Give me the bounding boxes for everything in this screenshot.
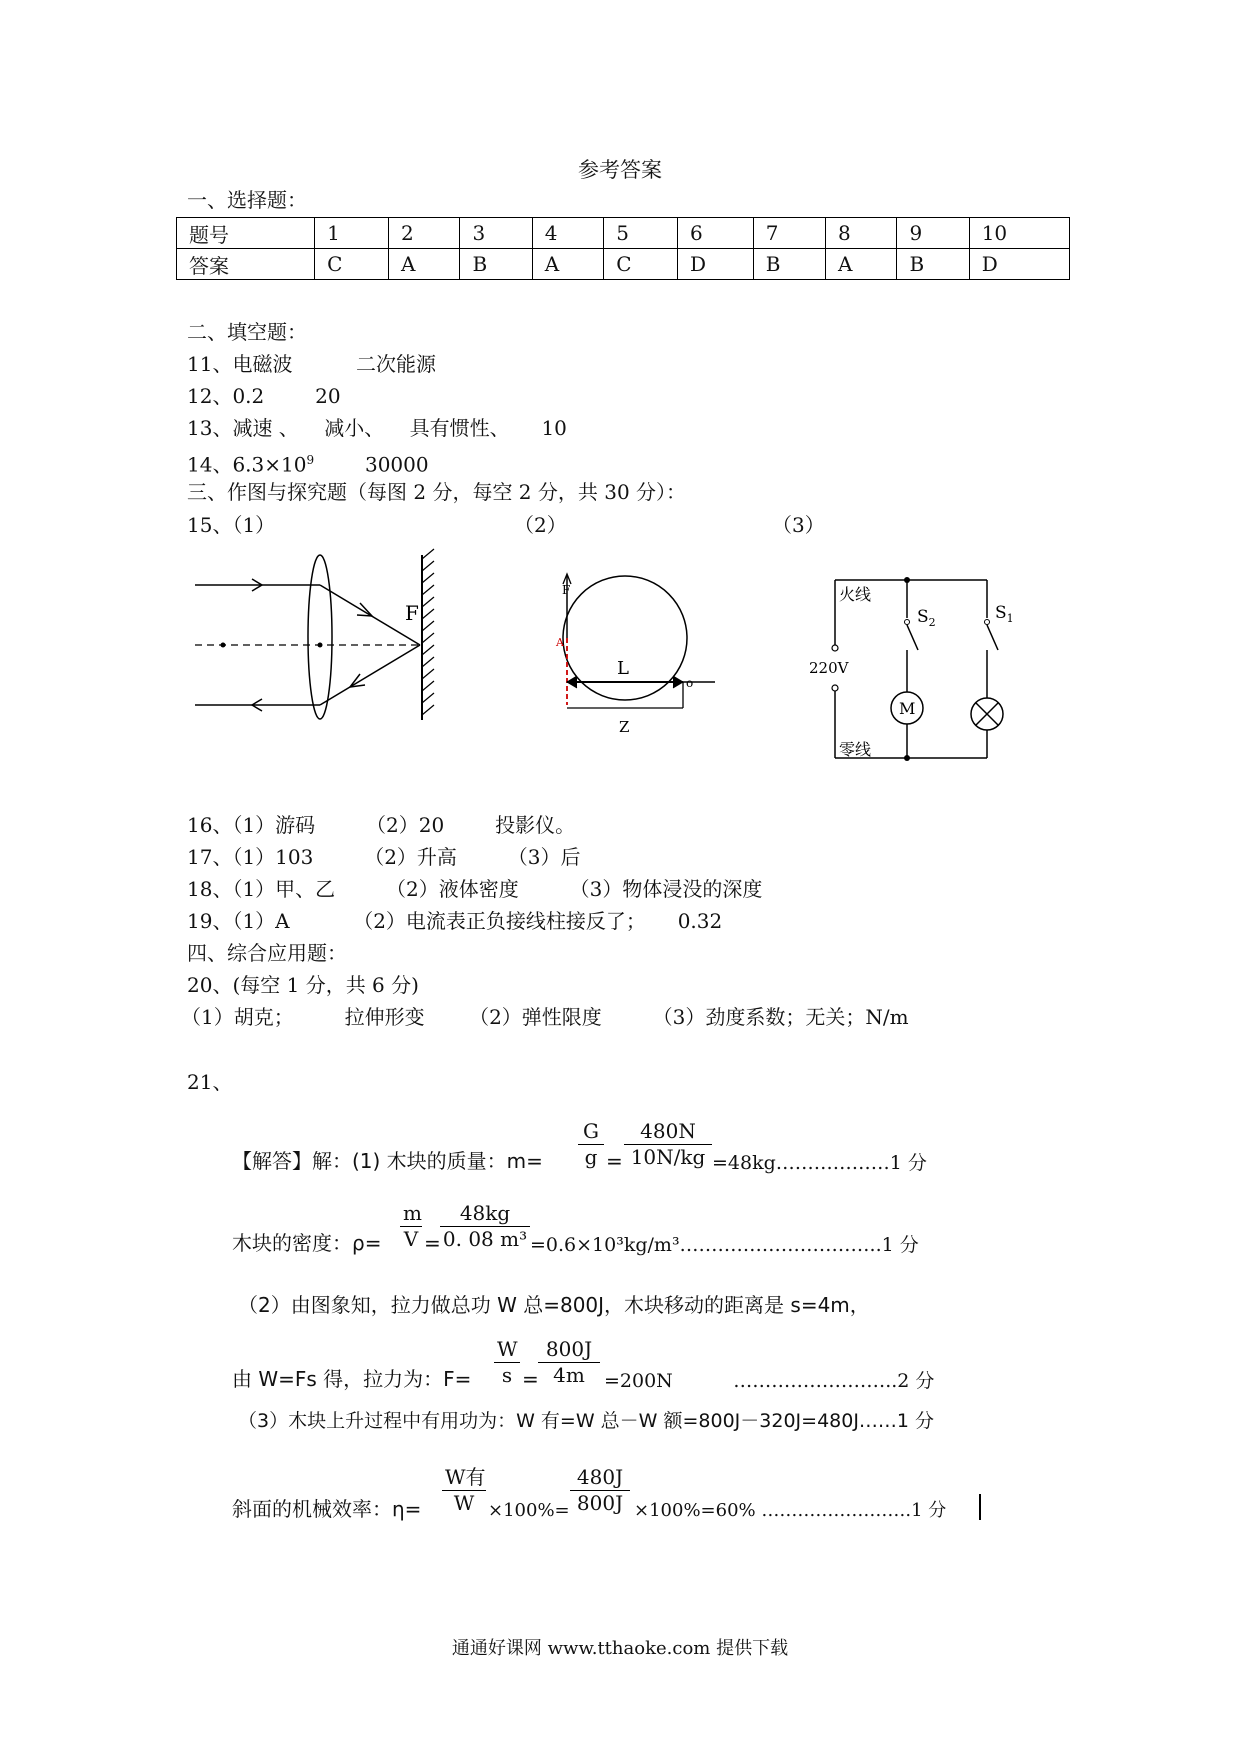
page-footer: 通通好课网 www.tthaoke.com 提供下载 <box>451 1638 789 1659</box>
table-cell: 1 <box>315 218 389 249</box>
fraction-denominator: 4m <box>553 1363 585 1387</box>
answer-q20: （1）胡克； 拉伸形变 （2）弹性限度 （3）劲度系数；无关；N/m <box>181 1005 909 1029</box>
solution-line-2-prefix: 木块的密度：ρ= <box>232 1231 382 1255</box>
fraction-useful-over-total-work <box>442 1464 486 1515</box>
answer-table <box>176 217 1070 280</box>
solution-line-4-prefix: 由 W=Fs 得，拉力为：F= <box>232 1367 472 1391</box>
lever-arm-label: L <box>617 658 629 679</box>
neutral-wire-label: 零线 <box>839 740 872 759</box>
table-cell: 7 <box>753 218 825 249</box>
table-header-cell: 答案 <box>177 249 315 280</box>
table-header-cell: 题号 <box>177 218 315 249</box>
section-heading-application: 四、综合应用题： <box>187 941 347 965</box>
page-title: 参考答案 <box>578 158 662 182</box>
solution-line-1-prefix: 【解答】解：(1) 木块的质量：m= <box>232 1149 543 1173</box>
fraction-numerator: W <box>494 1336 520 1363</box>
table-cell: A <box>388 249 460 280</box>
equals-sign: = <box>522 1367 539 1391</box>
fraction-w-over-s <box>494 1336 520 1387</box>
answer-q12: 12、0.2 20 <box>187 384 341 408</box>
live-wire-label: 火线 <box>839 585 872 604</box>
solution-line-6-result: ×100%=60% …………………….1 分 <box>634 1500 947 1521</box>
answer-q19: 19、（1）A （2）电流表正负接线柱接反了； 0.32 <box>187 909 723 933</box>
q15-part3-label: （3） <box>772 513 825 537</box>
fraction-480n-over-10nkg <box>624 1118 712 1169</box>
fraction-numerator: 480J <box>570 1464 630 1491</box>
fraction-800j-over-4m <box>538 1336 600 1387</box>
fraction-denominator: 800J <box>576 1491 624 1515</box>
fraction-numerator: G <box>578 1118 604 1145</box>
fraction-48kg-over-volume <box>440 1200 530 1251</box>
fraction-numerator: 480N <box>624 1118 712 1145</box>
answer-q17: 17、（1）103 （2）升高 （3）后 <box>187 845 581 869</box>
lens-diagram <box>190 545 450 730</box>
equals-sign: = <box>424 1231 441 1255</box>
q14-prefix: 14、6.3×10 <box>187 452 307 477</box>
solution-line-1-result: =48kg………………1 分 <box>712 1152 927 1174</box>
section-heading-choice: 一、选择题： <box>187 188 307 212</box>
point-a-label: A <box>556 636 564 649</box>
section-heading-fill: 二、填空题： <box>187 320 307 344</box>
solution-line-6-mid: ×100%= <box>488 1500 570 1521</box>
fraction-m-over-v <box>400 1200 422 1251</box>
table-cell: D <box>678 249 754 280</box>
switch-s1-label: $S_1$ <box>995 603 1014 625</box>
answer-q14 <box>187 447 429 478</box>
lever-diagram <box>555 570 725 740</box>
table-cell: C <box>315 249 389 280</box>
solution-line-4-result: =200N ……………………..2 分 <box>604 1370 935 1392</box>
pivot-label: o <box>686 676 694 690</box>
fraction-numerator: 48kg <box>440 1200 530 1227</box>
fraction-denominator: 0. 08 m³ <box>442 1227 528 1251</box>
focus-label: F <box>405 601 419 625</box>
q15-part1-label: 15、（1） <box>187 513 276 537</box>
table-cell: B <box>460 249 532 280</box>
answer-q18: 18、（1）甲、乙 （2）液体密度 （3）物体浸没的深度 <box>187 877 763 901</box>
table-cell: 10 <box>969 218 1069 249</box>
fraction-g-over-g <box>578 1118 604 1169</box>
motor-label: M <box>899 699 916 718</box>
fraction-denominator: V <box>403 1227 419 1251</box>
table-cell: 4 <box>532 218 604 249</box>
solution-line-6-prefix: 斜面的机械效率：η= <box>232 1497 422 1521</box>
z-label: Z <box>619 718 630 736</box>
table-cell: D <box>969 249 1069 280</box>
table-cell: 3 <box>460 218 532 249</box>
table-row <box>177 218 1070 249</box>
switch-s2-label: $S_2$ <box>917 607 936 629</box>
fraction-denominator: W <box>453 1491 475 1515</box>
fraction-denominator: g <box>584 1145 598 1169</box>
fraction-480j-over-800j <box>570 1464 630 1515</box>
table-cell: C <box>604 249 678 280</box>
solution-line-3: （2）由图象知，拉力做总功 W 总=800J，木块移动的距离是 s=4m， <box>238 1293 870 1317</box>
equals-sign: = <box>606 1149 623 1173</box>
table-cell: 2 <box>388 218 460 249</box>
fraction-numerator: W有 <box>442 1464 486 1491</box>
answer-q11: 11、电磁波 二次能源 <box>187 352 437 376</box>
table-cell: 6 <box>678 218 754 249</box>
table-row <box>177 249 1070 280</box>
q15-part2-label: （2） <box>514 513 567 537</box>
answer-q20-header: 20、(每空 1 分，共 6 分) <box>187 973 419 997</box>
text-cursor <box>979 1494 981 1520</box>
answer-q21-label: 21、 <box>187 1070 233 1094</box>
voltage-label: 220V <box>809 659 849 677</box>
table-cell: 9 <box>897 218 969 249</box>
fraction-numerator: m <box>400 1200 422 1227</box>
answer-q13: 13、减速 、 减小、 具有惯性、 10 <box>187 416 567 440</box>
table-cell: A <box>532 249 604 280</box>
solution-line-2-result: =0.6×10³kg/m³…………………………..1 分 <box>530 1234 919 1256</box>
table-cell: B <box>753 249 825 280</box>
q14-exponent: 9 <box>306 453 315 467</box>
fraction-denominator: 10N/kg <box>630 1145 706 1169</box>
table-cell: 8 <box>825 218 897 249</box>
circuit-diagram <box>805 570 1020 770</box>
solution-line-5: （3）木块上升过程中有用功为：W 有=W 总－W 额=800J－320J=480J……1 分 <box>238 1410 935 1432</box>
answer-q16: 16、（1）游码 （2）20 投影仪。 <box>187 813 576 837</box>
table-cell: 5 <box>604 218 678 249</box>
table-cell: B <box>897 249 969 280</box>
force-label: F <box>562 583 571 597</box>
fraction-denominator: s <box>501 1363 513 1387</box>
fraction-numerator: 800J <box>538 1336 600 1363</box>
section-heading-drawing: 三、作图与探究题（每图 2 分，每空 2 分，共 30 分）： <box>187 480 687 504</box>
table-cell: A <box>825 249 897 280</box>
q14-suffix: 30000 <box>314 452 429 477</box>
